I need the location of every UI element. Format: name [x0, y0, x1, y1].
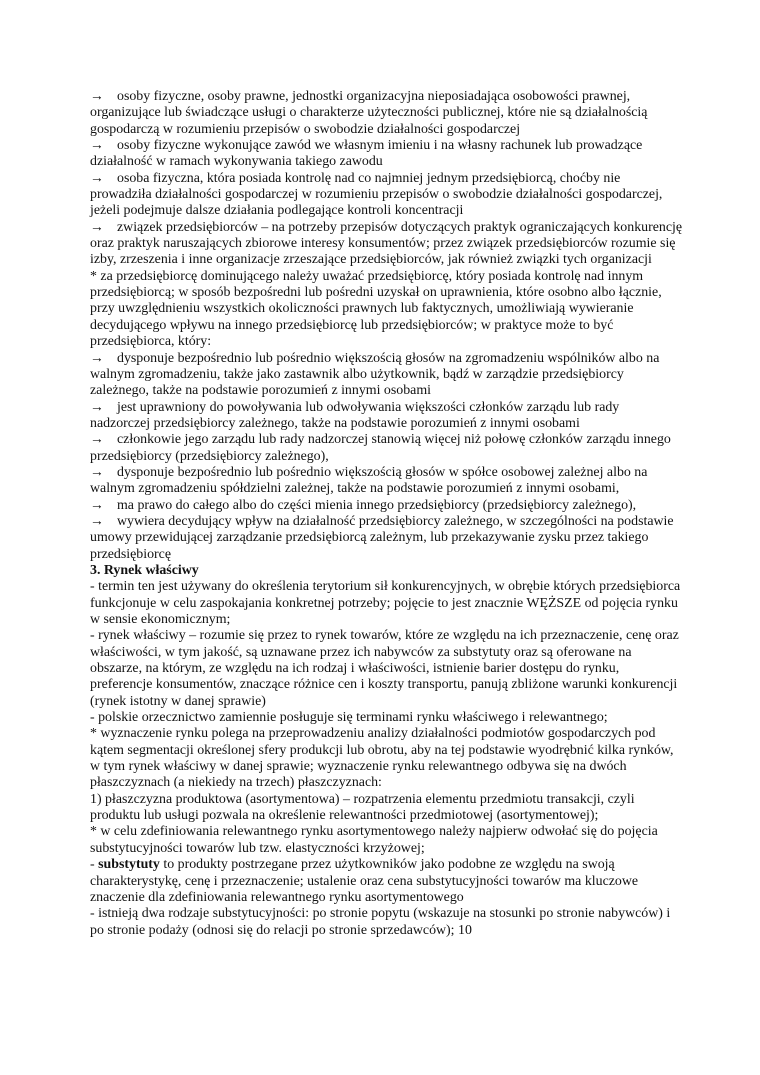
- paragraph: - istnieją dwa rodzaje substytucyjności: po stronie popytu (wskazuje na stosunki po stronie nabywców) i po stronie podaży (odnosi się do relacji po stronie sprzedawców); 10: [90, 906, 671, 938]
- paragraph: - substytuty to produkty postrzegane przez użytkowników jako podobne ze względu na swoją charakterystykę, cenę i przeznaczenie; ustalenie oraz cena substytucyjności towarów ma kluczowe znaczenie dla zdefiniowania relewantnego rynku asortymentowego: [90, 857, 639, 905]
- arrow-icon: →: [90, 350, 104, 366]
- list-item: → członkowie jego zarządu lub rady nadzorczej stanowią więcej niż połowę członków zarządu innego przedsiębiorcy (przedsiębiorcy zależnego),: [90, 432, 671, 464]
- section-heading: 3. Rynek właściwy: [90, 562, 199, 578]
- arrow-icon: →: [90, 170, 104, 186]
- arrow-icon: →: [90, 89, 104, 104]
- list-item: → dysponuje bezpośrednio lub pośrednio większością głosów w spółce osobowej zależnej albo na walnym zgromadzeniu spółdzielni zależnej, także na podstawie porozumień z innymi osobami,: [90, 464, 648, 497]
- arrow-icon: →: [90, 399, 104, 415]
- bold-term: substytuty: [98, 857, 160, 873]
- list-item: → osoby fizyczne wykonujące zawód we własnym imieniu i na własny rachunek lub prowadzące działalność w ramach wykonywania takiego zawodu: [90, 138, 643, 170]
- paragraph: 1) płaszczyzna produktowa (asortymentowa) – rozpatrzenia elementu przedmiotu transakcji, czyli produktu lub usługi pozwala na określenie relewantności przedmiotowej (asortymentowej);: [90, 791, 635, 824]
- paragraph: * wyznaczenie rynku polega na przeprowadzeniu analizy działalności podmiotów gospodarczych pod kątem segmentacji określonej sfery produkcji lub obrotu, aby na tej podstawie wyodrębnić kilka rynków, w tym rynek właściwy w danej sprawie; wyznaczenie rynku relewantnego odbywa się na dwóch płaszczyznach (a niekiedy na trzech) płaszczyznach:: [90, 726, 674, 791]
- list-item: → jest uprawniony do powoływania lub odwoływania większości członków zarządu lub rady nadzorczej przedsiębiorcy zależnego, także na podstawie porozumień z innymi osobami: [90, 399, 620, 431]
- list-item: → ma prawo do całego albo do części mienia innego przedsiębiorcy (przedsiębiorcy zależnego),: [90, 497, 637, 513]
- list-item: → dysponuje bezpośrednio lub pośrednio większością głosów na zgromadzeniu wspólników albo na walnym zgromadzeniu, także jako zastawnik albo użytkownik, bądź w zarządzie przedsiębiorcy zależnego, także na podstawie porozumień z innymi osobami: [90, 350, 660, 399]
- list-item: → wywiera decydujący wpływ na działalność przedsiębiorcy zależnego, w szczególności na podstawie umowy przewidującej zarządzanie przedsiębiorcą zależnym, lub przekazywanie zysku przez takiego przedsiębiorcę: [90, 513, 674, 562]
- list-item: → osoby fizyczne, osoby prawne, jednostki organizacyjna nieposiadająca osobowości prawnej, organizujące lub świadczące usługi o charakterze użyteczności publicznej, które nie są działalnością gospodarczą w rozumieniu przepisów o swobodzie działalności gospodarczej: [90, 89, 648, 137]
- paragraph: * za przedsiębiorcę dominującego należy uważać przedsiębiorcę, który posiada kontrolę nad innym przedsiębiorcą; w sposób bezpośredni lub pośredni uzyskał on uprawnienia, które osobno albo łącznie, przy uwzględnieniu wszystkich okoliczności prawnych lub faktycznych, umożliwiają wywieranie decydującego wpływu na innego przedsiębiorcę lub przedsiębiorców; w praktyce może to być przedsiębiorca, który:: [90, 268, 662, 350]
- paragraph: * w celu zdefiniowania relewantnego rynku asortymentowego należy najpierw odwołać się do pojęcia substytucyjności towarów lub tzw. elastyczności krzyżowej;: [90, 824, 658, 856]
- arrow-icon: →: [90, 497, 104, 513]
- arrow-icon: →: [90, 138, 104, 154]
- arrow-icon: →: [90, 219, 104, 235]
- paragraph: - polskie orzecznictwo zamiennie posługuje się terminami rynku właściwego i relewantnego;: [90, 710, 608, 726]
- arrow-icon: →: [90, 513, 104, 529]
- list-item: → osoba fizyczna, która posiada kontrolę nad co najmniej jednym przedsiębiorcą, choćby nie prowadziła działalności gospodarczej w rozumieniu przepisów o swobodzie działalności gospodarczej, jeżeli podejmuje dalsze działania podlegające kontroli koncentracji: [90, 170, 663, 219]
- paragraph: - rynek właściwy – rozumie się przez to rynek towarów, które ze względu na ich przeznaczenie, cenę oraz właściwości, w tym jakość, są uznawane przez ich nabywców za substytuty oraz są oferowane na obszarze, na którym, ze względu na ich rodzaj i właściwości, istnienie barier dostępu do rynku, preferencje konsumentów, znaczące różnice cen i koszty transportu, panują zbliżone warunki konkurencji (rynek istotny w danej sprawie): [90, 628, 679, 709]
- arrow-icon: →: [90, 464, 104, 480]
- list-item: → związek przedsiębiorców – na potrzeby przepisów dotyczących praktyk ograniczających konkurencję oraz praktyk naruszających zbiorowe interesy konsumentów; przez związek przedsiębiorców rozumie się izby, zrzeszenia i inne organizacje zrzeszające przedsiębiorców, jak również związki tych organizacji: [90, 219, 683, 268]
- document-body: [90, 89, 682, 939]
- paragraph: - termin ten jest używany do określenia terytorium sił konkurencyjnych, w obrębie których przedsiębiorca funkcjonuje w celu zaspokajania konkretnej potrzeby; pojęcie to jest znacznie WĘŻSZE od pojęcia rynku w sensie ekonomicznym;: [90, 579, 681, 627]
- arrow-icon: →: [90, 432, 104, 448]
